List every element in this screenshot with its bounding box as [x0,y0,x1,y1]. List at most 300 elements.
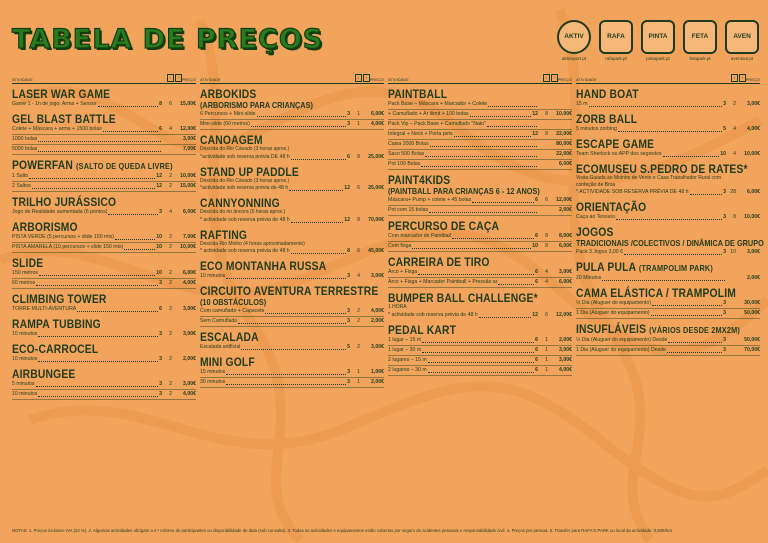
activity-title-text: CANNYONNING [200,196,280,211]
row-price: 2,00€ [371,318,384,325]
activity-climbing-tower [12,293,196,314]
row-price: 45,00€ [368,248,384,255]
row-description: 10 minutos [12,331,38,337]
row-description: * actividade sob reserva prévia de 48 h [200,216,290,223]
activity-title [200,197,358,209]
activity-arborismo [12,221,196,253]
dot-leader [289,190,343,191]
age-value: 4 [545,279,548,285]
row-price: 50,00€ [744,310,760,317]
activity-description: Descida do Rio Cávado (3 horas aprox.) [200,177,290,184]
age-value: 2 [169,244,172,250]
dot-leader [428,372,534,373]
price-row[interactable] [576,274,760,283]
activity-title [12,318,170,330]
age-value: 2 [169,391,172,397]
price-column-2 [200,74,384,392]
min-participants-value: 10 [156,234,162,240]
min-participants-value: 8 [159,101,162,107]
min-participants-value: 3 [159,331,162,337]
price-row[interactable] [12,182,196,192]
row-description: Pot com 15 bolas [388,207,429,213]
activity-title-text: CAMA ELÁSTICA / TRAMPOLIM [576,286,737,301]
dot-leader [77,311,158,312]
row-description: ½ Dia (Aluguer do equipamento) [576,300,651,307]
price-row[interactable] [200,184,384,193]
min-participants-value: 6 [535,269,538,275]
price-row[interactable] [12,125,196,135]
logo-domain: rafapark.pt [605,56,627,61]
price-row[interactable] [200,272,384,281]
dot-leader [421,166,537,167]
min-participants-value: 3 [159,209,162,215]
price-row[interactable] [200,368,384,378]
min-participants-value: 12 [532,131,538,137]
row-description: Com fisga [388,243,412,249]
activity-title [200,284,379,299]
age-value: 1 [545,346,548,353]
age-value: 1 [545,356,548,363]
activity-title-text: AIRBUNGEE [12,367,76,381]
dot-leader [624,254,722,255]
activity-pula-pula [576,261,760,283]
price-row[interactable] [576,346,760,356]
price-row[interactable] [12,279,196,289]
row-price: 10,00€ [180,173,196,179]
activity-title-text: TRILHO JURÁSSICO [12,195,117,209]
activity-title [576,138,734,150]
row-description: 5000 bolas [12,146,38,152]
row-price: 4,00€ [183,280,196,286]
activity-eco-carrocel [12,343,196,364]
row-price: 12,00€ [180,126,196,132]
column-header-label: ATIVIDADE [388,77,409,82]
price-row[interactable] [576,309,760,319]
activity-arbokids [200,88,384,130]
price-row[interactable] [388,150,572,160]
price-row[interactable] [388,140,572,150]
price-row[interactable] [12,233,196,243]
activity-title-text: ZORB BALL [576,112,638,126]
dot-leader [108,214,158,215]
page-title: TABELA DE PREÇOS [12,24,324,55]
price-row[interactable] [12,100,196,109]
price-row[interactable] [12,135,196,145]
activity-title-text: PAINT4KIDS [388,173,451,187]
row-price: 10,00€ [744,214,760,221]
price-row[interactable] [12,145,196,155]
row-description: Saco 500 Bolas [388,151,425,157]
price-row[interactable] [200,216,384,225]
age-value: 2 [169,183,172,189]
row-price: 2,00€ [559,207,572,213]
age-value: 4 [169,209,172,215]
min-participants-value: 3 [723,101,726,107]
dot-leader [291,222,344,223]
min-participants-value: 12 [156,173,162,179]
min-participants-value: 6 [535,336,538,343]
min-participants-value: 12 [156,183,162,189]
price-row[interactable] [12,243,196,253]
dot-leader [668,342,722,343]
row-description: PISTA AMARELA (10 percursos + slide 150 mts) [12,244,124,250]
activity-title [12,221,170,233]
min-participants-value: 12 [532,311,538,318]
age-value: 6 [357,248,360,255]
age-value: 2 [357,344,360,351]
dot-leader [425,156,537,157]
activity-title [12,158,173,172]
activity-percurso-de-caca [388,220,572,252]
row-description: * actividade sob reserva prévia de 48 h [200,248,290,255]
age-value: 2 [169,381,172,387]
age-value: 2 [169,331,172,337]
row-description: * actividade sob reserva prévia de 48 h [388,311,478,318]
row-price: 15,00€ [180,183,196,189]
row-description: Game 1 - 1h de jogo: Arma + Sensor [12,101,97,107]
logo-feta-park[interactable] [682,20,718,61]
row-description: 2 lugares – 30 m [388,366,427,373]
row-description: 5 minutos zorbing [576,126,617,132]
activity-title-note: (TRAMPOLIM PARK) [638,263,713,274]
age-value: 2 [169,234,172,240]
min-participants-value: 3 [159,381,162,387]
min-participants-value: 6 [535,366,538,373]
min-participants-icon: i [543,74,550,82]
price-row[interactable] [12,330,196,339]
activity-eco-montanha-russa [200,260,384,281]
dot-leader [428,362,534,363]
age-value: 1 [357,369,360,376]
price-row[interactable] [200,343,384,352]
row-price: 22,00€ [556,131,572,137]
price-row[interactable] [12,305,196,314]
row-description: 1 Dia (Aluguer do equipamento) Desde [576,347,666,354]
column-header-label: ATIVIDADE [200,77,221,82]
activity-description: Descida do Rio Cávado (3 horas aprox.) [200,146,290,152]
min-participants-value: 6 [347,153,350,160]
activity-title-text: ESCALADA [200,330,259,345]
dot-leader [412,248,531,249]
row-description: 30 minutos [200,379,226,386]
logo-aventour[interactable] [724,20,760,61]
price-row[interactable] [388,311,572,320]
min-participants-value: 6 [159,126,162,132]
min-participants-value: 3 [723,347,726,354]
age-value: 4 [733,151,736,157]
activity-title [388,220,546,232]
row-description: 20 Minutos [576,275,602,282]
activity-title [12,293,170,305]
activity-title-text: MINI GOLF [200,355,255,370]
activity-title-text: ECOMUSEU S.PEDRO DE RATES* [576,162,748,176]
price-row[interactable] [576,299,760,309]
row-price: 30,00€ [744,300,760,307]
row-price: 10,00€ [180,244,196,250]
dot-leader [454,136,532,137]
price-row[interactable] [576,248,760,257]
min-participants-value: 3 [723,300,726,307]
activity-pedal-kart [388,324,572,376]
row-price: 50,00€ [744,337,760,344]
price-row[interactable] [200,153,384,162]
activity-title-text: CIRCUITO AVENTURA TERRESTRE [200,284,379,299]
logo-aktiv[interactable] [556,20,592,61]
activity-description: 1 HORA [388,304,407,310]
price-row[interactable] [12,390,196,400]
min-participants-value: 10 [532,243,538,249]
price-row[interactable] [388,160,572,170]
dot-leader [103,131,158,132]
min-participants-value: 3 [723,310,726,317]
min-participants-value: 6 [535,279,538,285]
activity-airbungee [12,368,196,400]
dot-leader [430,146,537,147]
row-description: 10 minutos [12,356,38,362]
row-price: 3,00€ [371,344,384,351]
activity-title [12,88,170,100]
price-row[interactable] [12,269,196,279]
row-description: 5 minutos [12,381,35,387]
price-row[interactable] [576,336,760,346]
min-participants-value: 12 [344,185,350,192]
dot-leader [36,285,158,286]
price-row[interactable] [200,110,384,120]
row-description: 15 minutos [200,369,226,376]
activity-slide [12,257,196,289]
activity-circuito-aventura-terrestre [200,285,384,327]
row-description: 60 metros [12,280,36,286]
age-value: 2 [357,308,360,315]
column-header-price: PREÇO [557,77,572,82]
dot-leader [38,336,158,337]
row-description: * ACTIVIDADE SOB RESERVA PRÉVIA DE 48 h [576,189,689,196]
age-value: 1 [357,121,360,127]
min-participants-value: 3 [347,379,350,386]
min-participants-value: 3 [723,249,726,256]
price-column-1 [12,74,196,404]
dot-leader [257,116,347,117]
logo-domain: fetapark.pt [689,56,711,61]
row-description: Pack 3 Jogos 3,00 € [576,249,624,256]
age-value: 1 [545,336,548,343]
price-row[interactable] [576,150,760,159]
row-description: 1000 bolas [12,136,38,142]
price-row[interactable] [388,206,572,216]
row-description: Team Sherlock ou APP dos segredos [576,151,662,157]
price-row[interactable] [576,213,760,222]
row-price: 3,00€ [559,356,572,363]
dot-leader [498,284,534,285]
row-description: Jogo de Realidade aumentada (6 pontos) [12,209,108,215]
price-row[interactable] [388,100,572,110]
price-row[interactable] [388,120,572,130]
activity-title [200,356,358,368]
partner-logos [556,20,760,61]
column-header-label: ATIVIDADE [576,77,597,82]
activity-title-text: RAFTING [200,227,248,242]
row-description: 2 lugares – 15 m [388,356,427,363]
activity-title [200,88,358,100]
activity-title-note: (VÁRIOS DESDE 2MX2M) [649,325,740,336]
dot-leader [115,239,155,240]
price-row[interactable] [576,188,760,197]
dot-leader [251,126,346,127]
activity-subtitle: (ARBORISMO PARA CRIANÇAS) [200,100,313,110]
min-participants-value: 3 [159,280,162,286]
price-row[interactable] [12,172,196,182]
row-description: Mini-slide (60 metros) [200,121,250,127]
price-row[interactable] [576,125,760,134]
column-header [576,74,760,84]
activity-title [12,368,170,380]
age-value: 1 [357,111,360,117]
participant-icons [167,74,182,82]
activity-title-text: CARREIRA DE TIRO [388,255,490,269]
age-icon: i [739,74,746,82]
price-row[interactable] [388,356,572,366]
activity-carreira-de-tiro [388,256,572,288]
age-value: 2 [169,280,172,286]
row-description: Caça ao Tesouro [576,214,616,221]
column-header [200,74,384,84]
column-header [388,74,572,84]
logo-pinta-park[interactable] [640,20,676,61]
price-row[interactable] [12,208,196,217]
price-row[interactable] [388,110,572,120]
price-row[interactable] [388,366,572,376]
row-price: 4,00€ [371,121,384,127]
price-row[interactable] [200,247,384,256]
price-row[interactable] [388,336,572,346]
price-row[interactable] [388,278,572,288]
price-row[interactable] [200,120,384,130]
activity-title-text: CLIMBING TOWER [12,292,107,306]
row-description: *actividade sob reserva prévia de 48 h [200,185,289,192]
price-row[interactable] [200,317,384,327]
activity-title-text: BUMPER BALL CHALLENGE* [388,291,538,305]
price-row[interactable] [576,100,760,109]
age-value: 28 [730,189,736,196]
row-price: 2,00€ [559,336,572,343]
activity-title-text: ECO MONTANHA RUSSA [200,259,327,274]
column-header-label: ATIVIDADE [12,77,33,82]
price-row[interactable] [12,355,196,364]
age-value: 8 [545,243,548,249]
age-value: 6 [357,185,360,192]
dot-leader [487,126,537,127]
min-participants-value: 3 [347,273,350,280]
row-description: 15 m [576,101,588,107]
age-value: 8 [545,233,548,239]
row-price: 6,00€ [747,189,760,196]
activity-ecomuseu-s-pedro-de-rates [576,163,760,197]
activity-title-text: CANOAGEM [200,133,263,147]
price-row[interactable] [388,346,572,356]
min-participants-value: 3 [723,337,726,344]
row-price: 80,00€ [556,141,572,147]
min-participants-value: 6 [535,233,538,239]
logo-domain: aktivsport.pt [561,56,587,61]
price-row[interactable] [388,130,572,140]
row-description: + Camuflado + Ar ilimit + 100 bolas [388,111,469,117]
activity-description: confeção de Broa [576,181,616,188]
activity-gel-blast-battle [12,113,196,155]
activity-title [12,343,170,355]
row-price: 3,00€ [183,331,196,337]
dot-leader [429,212,537,213]
price-row[interactable] [200,307,384,317]
row-description: 10 minutos [12,391,38,397]
activity-title [576,322,740,337]
activity-trilho-jurassico [12,196,196,217]
min-participants-value: 3 [347,369,350,376]
dot-leader [479,317,532,318]
price-row[interactable] [200,378,384,388]
min-participants-value: 3 [723,214,726,221]
activity-powerfan [12,159,196,192]
dot-leader [470,116,532,117]
row-price: 7,00€ [183,146,196,152]
age-value: 2 [733,101,736,107]
row-price: 6,00€ [559,243,572,249]
row-price: 70,00€ [368,216,384,223]
activity-hand-boat [576,88,760,109]
dot-leader [226,374,346,375]
price-row[interactable] [388,242,572,252]
min-participants-value: 6 [535,197,538,203]
row-price: 25,00€ [368,153,384,160]
activity-cama-elastica-trampolim [576,287,760,319]
age-value: 2 [169,173,172,179]
price-row[interactable] [388,232,572,242]
row-description: 1 Dia (Aluguer do equipamento) [576,310,650,317]
activity-title-text: PAINTBALL [388,87,448,101]
row-price: 2,00€ [371,379,384,386]
row-price: 22,00€ [556,151,572,157]
price-row[interactable] [388,268,572,278]
price-row[interactable] [388,196,572,206]
age-value: 1 [357,379,360,386]
age-value: 6 [169,101,172,107]
activity-title-text: PERCURSO DE CAÇA [388,219,500,233]
row-description: *actividade sob reserva prévia DE 48 h [200,153,290,160]
dot-leader [38,396,158,397]
row-price: 3,00€ [183,381,196,387]
participant-icons [355,74,370,82]
logo-rafa-park[interactable] [598,20,634,61]
dot-leader [291,159,346,160]
row-description: PISTA VERDE (5 percursos + slide 150 mts) [12,234,115,240]
row-price: 10,00€ [556,111,572,117]
row-price: 15,00€ [180,101,196,107]
age-value: 4 [733,126,736,132]
age-value: 8 [357,153,360,160]
age-value: 2 [357,318,360,325]
dot-leader [291,253,346,254]
min-participants-value: 6 [535,346,538,353]
activity-description: Descida do rio âncora (6 horas aprox.) [200,209,286,216]
activity-subtitle: (PAINTBALL PARA CRIANÇAS 6 - 12 ANOS) [388,186,540,196]
column-header-price: PREÇO [745,77,760,82]
aventour-logo-icon: AVEN [725,20,759,54]
dot-leader [241,349,346,350]
activity-title-text: ECO-CARROCEL [12,342,99,356]
activity-insuflaveis [576,323,760,356]
price-row[interactable] [12,380,196,390]
row-price: 3,00€ [559,346,572,353]
age-value: 8 [357,216,360,223]
